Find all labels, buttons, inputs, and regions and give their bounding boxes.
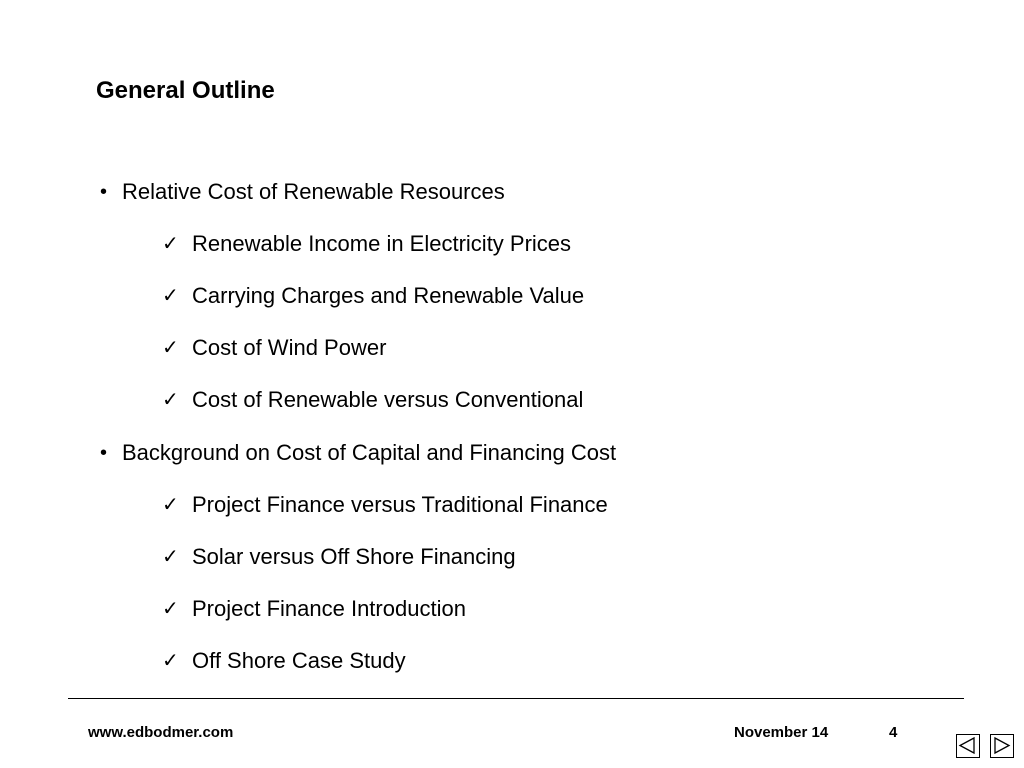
checkmark-icon: ✓ xyxy=(162,337,179,359)
outline-item xyxy=(100,439,617,467)
outline-subitem xyxy=(162,491,608,519)
page-number: 4 xyxy=(889,724,898,741)
outline-subitem xyxy=(162,230,572,258)
outline-subitem-text: Solar versus Off Shore Financing xyxy=(192,544,516,569)
outline-subitem xyxy=(162,595,466,623)
outline-subitem-text: Cost of Renewable versus Conventional xyxy=(192,387,584,412)
outline-subitem xyxy=(162,282,585,310)
next-slide-button[interactable] xyxy=(990,734,1014,758)
slide-title: General Outline xyxy=(96,77,275,104)
outline-item-text: Background on Cost of Capital and Financing Cost xyxy=(122,440,617,465)
footer-divider xyxy=(68,698,964,699)
outline-subitem xyxy=(162,647,406,675)
previous-slide-button[interactable] xyxy=(956,734,980,758)
checkmark-icon: ✓ xyxy=(162,494,179,516)
outline-subitem-text: Renewable Income in Electricity Prices xyxy=(192,231,572,256)
checkmark-icon: ✓ xyxy=(162,650,179,672)
outline-subitem xyxy=(162,386,584,414)
bullet-icon: • xyxy=(100,181,108,203)
outline-subitem-text: Carrying Charges and Renewable Value xyxy=(192,283,585,308)
outline-subitem-text: Project Finance Introduction xyxy=(192,596,466,621)
bullet-icon: • xyxy=(100,442,108,464)
footer-website: www.edbodmer.com xyxy=(88,724,234,741)
outline-subitem-text: Off Shore Case Study xyxy=(192,648,406,673)
outline-subitem-text: Project Finance versus Traditional Finance xyxy=(192,492,608,517)
checkmark-icon: ✓ xyxy=(162,233,179,255)
outline-item-text: Relative Cost of Renewable Resources xyxy=(122,179,505,204)
outline-item xyxy=(100,178,505,206)
checkmark-icon: ✓ xyxy=(162,546,179,568)
triangle-left-icon xyxy=(957,735,978,756)
checkmark-icon: ✓ xyxy=(162,285,179,307)
checkmark-icon: ✓ xyxy=(162,598,179,620)
triangle-right-icon xyxy=(991,735,1012,756)
outline-subitem xyxy=(162,334,387,362)
outline-subitem xyxy=(162,543,516,571)
outline-subitem-text: Cost of Wind Power xyxy=(192,335,387,360)
checkmark-icon: ✓ xyxy=(162,389,179,411)
footer-date: November 14 xyxy=(734,724,829,741)
